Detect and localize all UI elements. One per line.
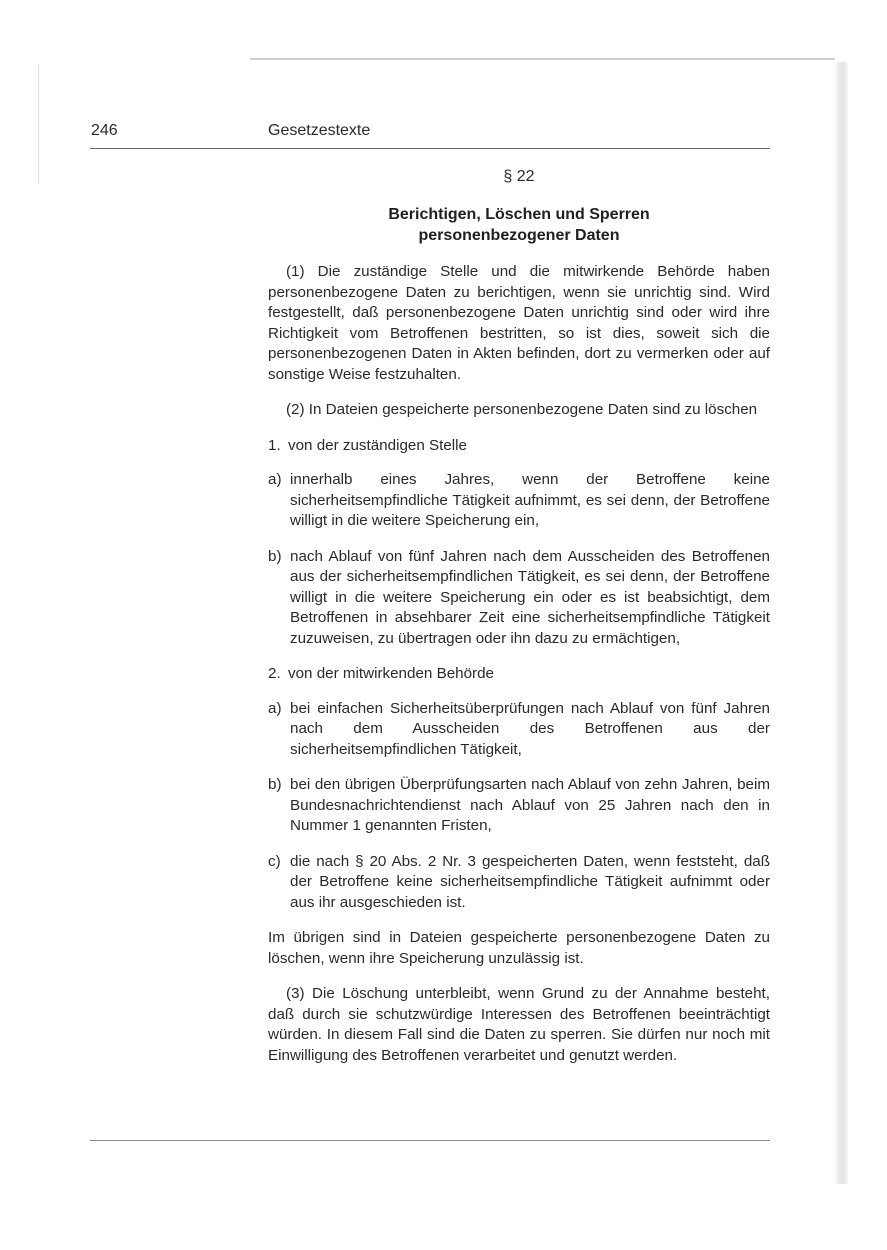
page-number: 246 [91,122,118,139]
list-item-2a [268,699,770,761]
section-title [268,204,770,246]
section-body [268,262,770,1081]
list-item-number: 1. [268,436,281,454]
paragraph-remainder: Im übrigen sind in Dateien gespeicherte personenbezogene Daten zu löschen, wenn ihre Speicherung unzulässig ist. [268,929,770,967]
list-item-1b [268,547,770,650]
list-item-2c [268,852,770,914]
section-title-line2: personenbezogener Daten [418,227,620,244]
sub-item-letter: b) [268,547,282,565]
paragraph-1: (1) Die zuständige Stelle und die mitwirkende Behörde haben personenbezogene Daten zu berichtigen, wenn sie unrichtig sind. Wird festgestellt, daß personenbezogene Daten unrichtig sind oder wird ihre Richtigkeit vom Betroffenen bestritten, so ist dies, soweit sich die personenbezogenen Daten in Akten befinden, dort zu vermerken oder auf sonstige Weise festzuhalten. [268,263,770,383]
paragraph-2: (2) In Dateien gespeicherte personenbezogene Daten sind zu löschen [286,401,758,418]
list-item-2 [268,664,770,685]
footer-rule [90,1140,770,1141]
sub-item-text: nach Ablauf von fünf Jahren nach dem Ausscheiden des Betroffenen aus der sicherheitsempfindlichen Tätigkeit, es sei denn, der Betroffene willigt in die weitere Speicherung ein oder es ist beabsichtigt, dem Betroffenen in absehbarer Zeit eine sicherheitsempfindliche Tätigkeit zuzuweisen, zu übertragen oder ihn dazu zu ermächtigen, [290,547,770,647]
sub-item-letter: a) [268,699,282,717]
list-item-2b [268,775,770,837]
list-item-text: von der mitwirkenden Behörde [288,665,494,682]
section-number: § 22 [503,168,535,185]
sub-item-letter: b) [268,776,282,793]
list-item-1a [268,470,770,532]
paragraph-3: (3) Die Löschung unterbleibt, wenn Grund zu der Annahme besteht, daß durch sie schutzwürdige Interessen des Betroffenen beeinträchtigt würden. In diesem Fall sind die Daten zu sperren. Sie dürfen nur noch mit Einwilligung des Betroffenen verarbeitet und genutzt werden. [268,985,770,1064]
list-item-1 [268,436,770,457]
header-rule [90,148,770,149]
list-item-number: 2. [268,665,281,682]
sub-item-text: bei einfachen Sicherheitsüberprüfungen nach Ablauf von fünf Jahren nach dem Ausscheiden des Betroffenen aus der sicherheitsempfindlichen Tätigkeit, [290,699,770,758]
sub-item-letter: c) [268,852,281,870]
sub-item-text: bei den übrigen Überprüfungsarten nach Ablauf von zehn Jahren, beim Bundesnachrichtendienst nach Ablauf von 25 Jahren nach den in Nummer 1 genannten Fristen, [290,776,770,834]
list-item-text: von der zuständigen Stelle [288,436,467,454]
sub-item-letter: a) [268,471,282,488]
running-header: Gesetzestexte [268,122,371,139]
section-title-line1: Berichtigen, Löschen und Sperren [388,206,650,223]
sub-item-text: die nach § 20 Abs. 2 Nr. 3 gespeicherten Daten, wenn feststeht, daß der Betroffene keine sicherheitsempfindliche Tätigkeit aufnimmt oder aus ihr ausgeschieden ist. [290,852,770,911]
sub-item-text: innerhalb eines Jahres, wenn der Betroffene keine sicherheitsempfindliche Tätigkeit aufnimmt, es sei denn, der Betroffene willigt in die weitere Speicherung ein, [290,471,770,529]
scan-left-line [38,64,39,184]
scan-top-line [250,58,835,60]
scan-right-edge [836,62,848,1184]
